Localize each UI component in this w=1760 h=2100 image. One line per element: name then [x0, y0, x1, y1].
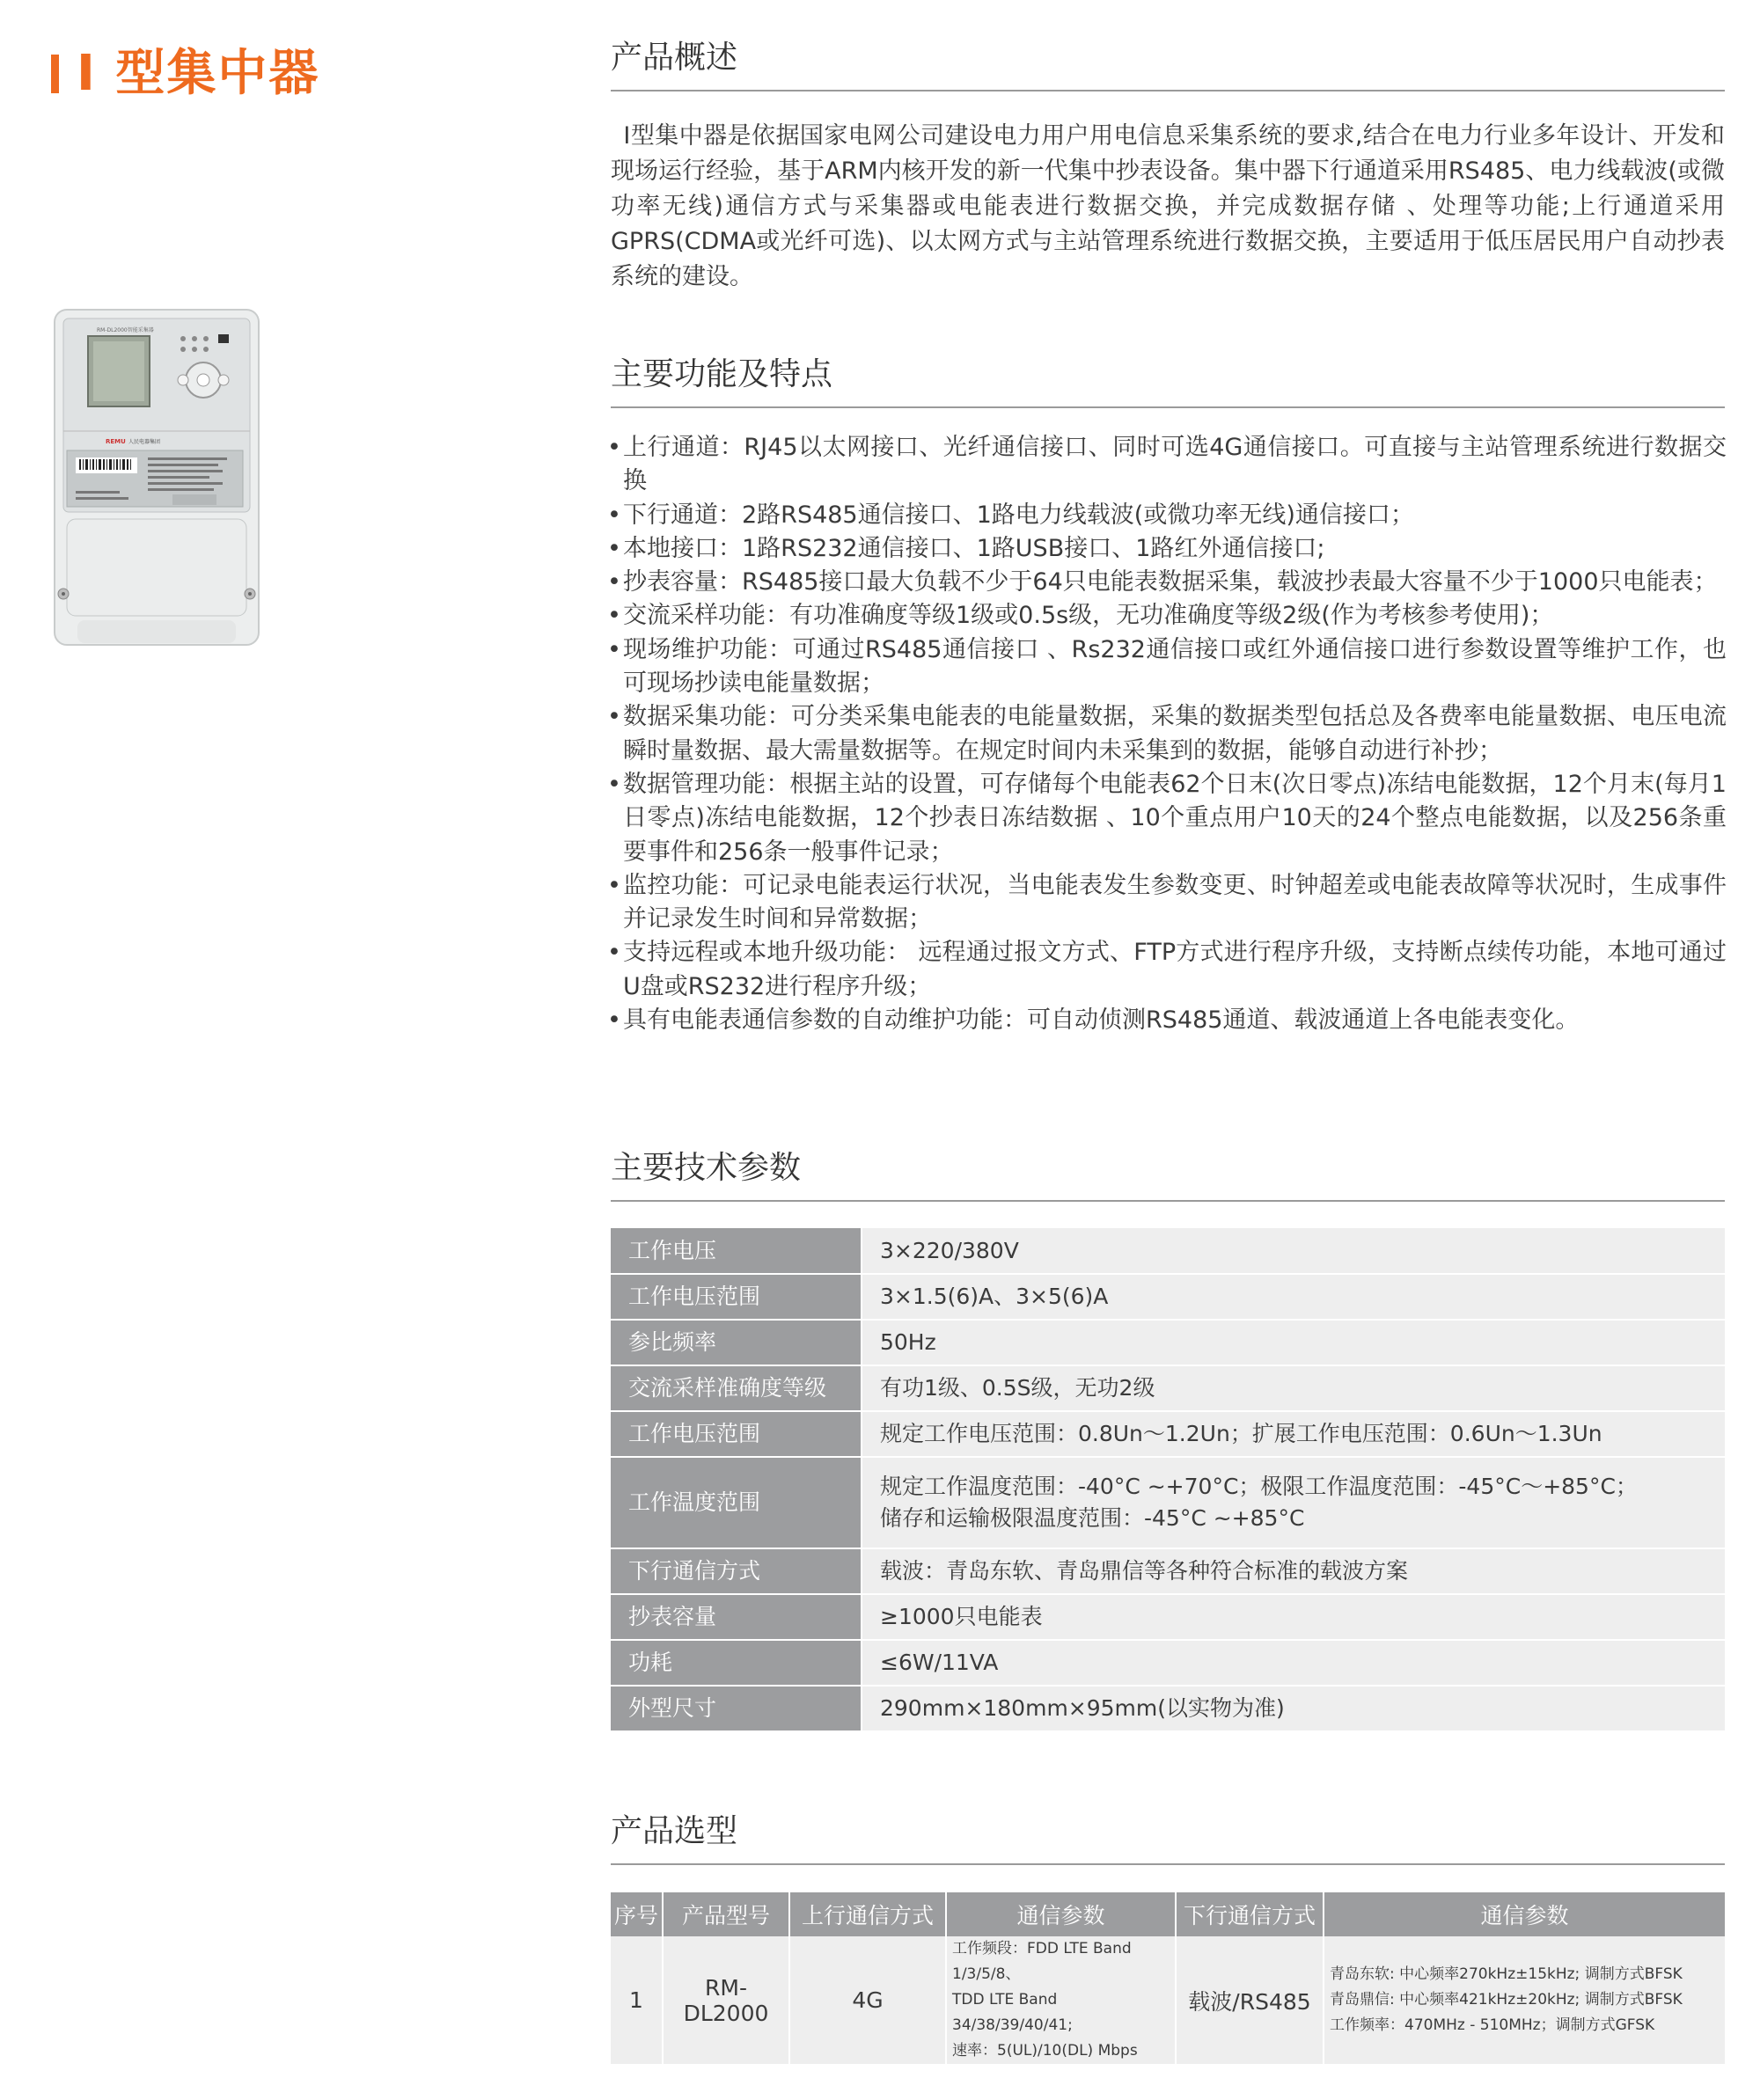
- feature-item: [607, 1004, 1727, 1037]
- feature-item: [607, 768, 1727, 869]
- cell-uplink: 4G: [789, 1936, 946, 2064]
- table-row: [611, 1640, 1725, 1686]
- feature-text: 数据管理功能：根据主站的设置，可存储每个电能表62个日末(次日零点)冻结电能数据，12个月末(每月1日零点)冻结电能数据，12个抄表日冻结数据 、10个重点用户10天的24个整点电能数据，以及256条重要事件和256条一般事件记录；: [623, 770, 1727, 866]
- overview-paragraph: Ⅰ型集中器是依据国家电网公司建设电力用户用电信息采集系统的要求,结合在电力行业多年设计、开发和现场运行经验，基于ARM内核开发的新一代集中抄表设备。集中器下行通道采用RS485、电力线载波(或微功率无线)通信方式与采集器或电能表进行数据交换，并完成数据存储 、处理等功能;上行通道采用GPRS(CDMA或光纤可选)、以太网方式与主站管理系统进行数据交换，主要适用于低压居民用户自动抄表系统的建设。: [611, 122, 1725, 290]
- spec-key: 工作电压: [611, 1228, 862, 1274]
- feature-text: 监控功能：可记录电能表运行状况，当电能表发生参数变更、时钟超差或电能表故障等状况时，生成事件并记录发生时间和异常数据；: [623, 871, 1727, 933]
- col-header-uplink: 上行通信方式: [789, 1892, 946, 1936]
- device-brand: REMU: [106, 438, 126, 445]
- table-row: [611, 1320, 1725, 1365]
- cell-downlink: 载波/RS485: [1176, 1936, 1324, 2064]
- cell-down-params: [1324, 1936, 1725, 2064]
- overview-text: [611, 119, 1725, 295]
- spec-value: 有功1级、0.5S级，无功2级: [862, 1365, 1725, 1411]
- up-param-line: 速率：5(UL)/10(DL) Mbps: [952, 2042, 1138, 2060]
- spec-key: 工作电压范围: [611, 1274, 862, 1320]
- bullet-icon: •: [607, 534, 621, 562]
- down-param-line: 青岛东软: 中心频率270kHz±15kHz; 调制方式BFSK: [1330, 1965, 1683, 1983]
- specs-heading: 主要技术参数: [611, 1149, 1725, 1202]
- col-header-up-params: 通信参数: [946, 1892, 1176, 1936]
- page-title: [51, 39, 319, 109]
- table-row: [611, 1365, 1725, 1411]
- feature-item: [607, 700, 1727, 768]
- page-title-text: I 型集中器: [77, 45, 320, 102]
- spec-key: 外型尺寸: [611, 1686, 862, 1731]
- bullet-icon: •: [607, 501, 621, 529]
- table-row: [611, 1274, 1725, 1320]
- bullet-icon: •: [607, 770, 621, 798]
- features-heading: 主要功能及特点: [611, 355, 1725, 408]
- spec-key: 抄表容量: [611, 1594, 862, 1640]
- selection-table: [611, 1892, 1725, 2064]
- feature-text: 下行通道：2路RS485通信接口、1路电力线载波(或微功率无线)通信接口；: [623, 501, 1414, 529]
- spec-value-line: 储存和运输极限温度范围：-45°C ~+85°C: [880, 1505, 1305, 1531]
- device-company: 人民电器集团: [128, 439, 161, 445]
- bullet-icon: •: [607, 939, 621, 967]
- spec-value: [862, 1457, 1725, 1548]
- bullet-icon: •: [607, 703, 621, 731]
- up-param-line: 工作频段：FDD LTE Band 1/3/5/8、: [952, 1940, 1132, 1983]
- feature-text: 现场维护功能：可通过RS485通信接口 、Rs232通信接口或红外通信接口进行参数设置等维护工作，也可现场抄读电能量数据；: [623, 635, 1727, 698]
- table-row: [611, 1936, 1725, 2064]
- spec-key: 参比频率: [611, 1320, 862, 1365]
- title-accent-bar: [51, 55, 59, 93]
- feature-text: 具有电能表通信参数的自动维护功能：可自动侦测RS485通道、载波通道上各电能表变化。: [623, 1006, 1580, 1035]
- spec-key: 交流采样准确度等级: [611, 1365, 862, 1411]
- bullet-icon: •: [607, 871, 621, 899]
- spec-value-line: 规定工作温度范围：-40°C ~+70°C；极限工作温度范围：-45°C～+85°C；: [880, 1474, 1638, 1499]
- feature-text: 交流采样功能：有功准确度等级1级或0.5s级，无功准确度等级2级(作为考核参考使用)；: [623, 602, 1554, 630]
- up-param-line: TDD LTE Band 34/38/39/40/41;: [952, 1991, 1073, 2034]
- down-param-line: 青岛鼎信: 中心频率421kHz±20kHz; 调制方式BFSK: [1330, 1991, 1683, 2009]
- spec-key: 下行通信方式: [611, 1548, 862, 1594]
- cell-no: 1: [611, 1936, 663, 2064]
- feature-item: [607, 936, 1727, 1004]
- feature-text: 本地接口：1路RS232通信接口、1路USB接口、1路红外通信接口;: [623, 534, 1325, 562]
- table-row: [611, 1548, 1725, 1594]
- bullet-icon: •: [607, 568, 621, 596]
- spec-key: 工作电压范围: [611, 1411, 862, 1457]
- table-row: [611, 1686, 1725, 1731]
- bullet-icon: •: [607, 602, 621, 630]
- bullet-icon: •: [607, 1006, 621, 1035]
- feature-text: 数据采集功能：可分类采集电能表的电能量数据，采集的数据类型包括总及各费率电能量数据、电压电流瞬时量数据、最大需量数据等。在规定时间内未采集到的数据，能够自动进行补抄；: [623, 703, 1727, 765]
- feature-item: [607, 869, 1727, 937]
- spec-key: 功耗: [611, 1640, 862, 1686]
- specs-table: [611, 1228, 1725, 1732]
- feature-text: 支持远程或本地升级功能： 远程通过报文方式、FTP方式进行程序升级，支持断点续传功能，本地可通过U盘或RS232进行程序升级；: [623, 939, 1727, 1000]
- selection-header-row: [611, 1892, 1725, 1936]
- table-row: [611, 1594, 1725, 1640]
- table-row: [611, 1228, 1725, 1274]
- device-model-label: RM-DL2000智能采集器: [97, 327, 154, 333]
- table-row: [611, 1457, 1725, 1548]
- feature-item: [607, 599, 1727, 633]
- spec-value: 规定工作电压范围：0.8Un～1.2Un；扩展工作电压范围：0.6Un～1.3Un: [862, 1411, 1725, 1457]
- bullet-icon: •: [607, 434, 621, 461]
- feature-item: [607, 566, 1727, 599]
- col-header-model: 产品型号: [663, 1892, 789, 1936]
- spec-value: ≥1000只电能表: [862, 1594, 1725, 1640]
- spec-value: 3×1.5(6)A、3×5(6)A: [862, 1274, 1725, 1320]
- product-image: [51, 308, 262, 647]
- feature-item: [607, 532, 1727, 566]
- col-header-downlink: 下行通信方式: [1176, 1892, 1324, 1936]
- col-header-down-params: 通信参数: [1324, 1892, 1725, 1936]
- selection-heading: 产品选型: [611, 1812, 1725, 1865]
- spec-value: 290mm×180mm×95mm(以实物为准): [862, 1686, 1725, 1731]
- feature-text: 抄表容量：RS485接口最大负载不少于64只电能表数据采集，载波抄表最大容量不少于1000只电能表；: [623, 568, 1718, 596]
- features-list: [607, 431, 1727, 1037]
- spec-value: 50Hz: [862, 1320, 1725, 1365]
- cell-up-params: [946, 1936, 1176, 2064]
- bullet-icon: •: [607, 635, 621, 663]
- down-param-line: 工作频率：470MHz - 510MHz；调制方式GFSK: [1330, 2016, 1655, 2034]
- overview-heading: 产品概述: [611, 39, 1725, 91]
- cell-model: RM-DL2000: [663, 1936, 789, 2064]
- spec-value: 3×220/380V: [862, 1228, 1725, 1274]
- spec-key: 工作温度范围: [611, 1457, 862, 1548]
- spec-value: 载波：青岛东软、青岛鼎信等各种符合标准的载波方案: [862, 1548, 1725, 1594]
- feature-item: [607, 431, 1727, 499]
- table-row: [611, 1411, 1725, 1457]
- feature-text: 上行通道：RJ45以太网接口、光纤通信接口、同时可选4G通信接口。可直接与主站管理系统进行数据交换: [623, 434, 1727, 495]
- feature-item: [607, 499, 1727, 532]
- col-header-no: 序号: [611, 1892, 663, 1936]
- feature-item: [607, 633, 1727, 701]
- spec-value: ≤6W/11VA: [862, 1640, 1725, 1686]
